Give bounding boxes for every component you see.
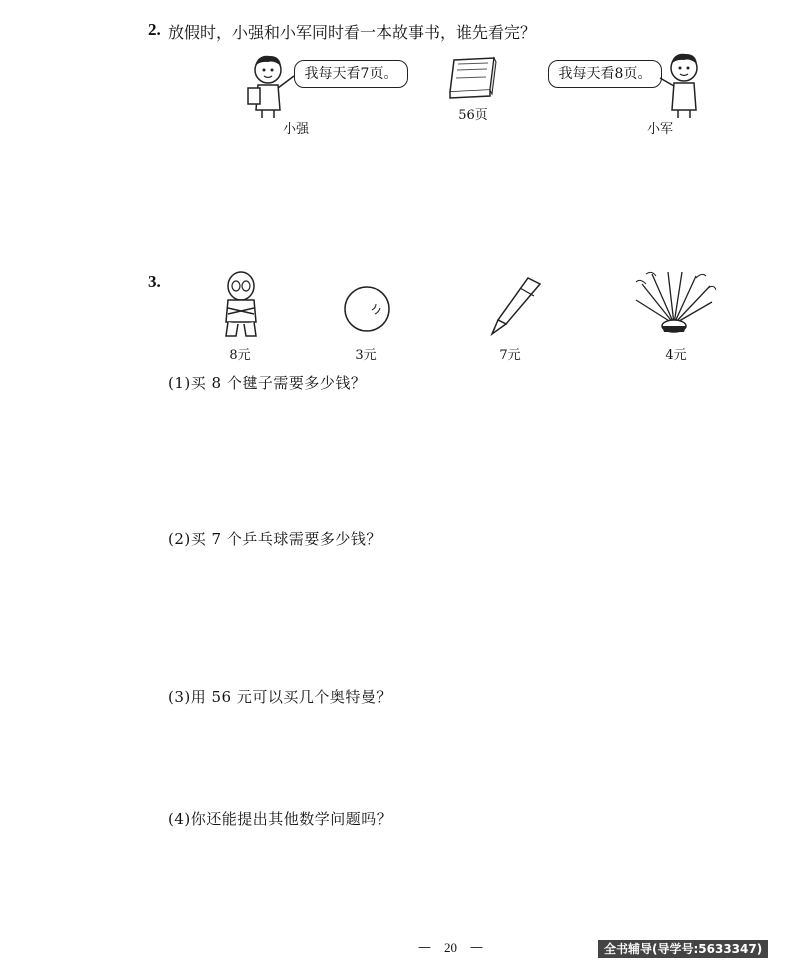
sub-question-3: (3)用 56 元可以买几个奥特曼？ — [168, 688, 392, 706]
sub-question-1: (1)买 8 个毽子需要多少钱？ — [168, 374, 367, 392]
storybook-icon — [444, 54, 500, 100]
page-number: 20 — [444, 940, 457, 955]
shuttlecock-icon — [632, 270, 716, 336]
question-2-text: 放假时，小强和小军同时看一本故事书，谁先看完？ — [168, 23, 537, 42]
question-2-number: 2. — [148, 20, 161, 39]
price-shuttlecock: 4元 — [665, 348, 687, 363]
boy-standing-icon — [652, 50, 710, 118]
price-ping-pong: 3元 — [355, 348, 377, 363]
left-boy-name: 小强 — [282, 122, 309, 137]
sub-question-2: (2)买 7 个乒乓球需要多少钱？ — [168, 530, 382, 548]
boy-reading-icon — [244, 52, 302, 118]
ping-pong-ball-icon — [342, 284, 392, 334]
footer-dash-left: — — [418, 940, 431, 955]
right-speech-bubble: 我每天看8页。 — [548, 60, 662, 88]
left-speech-bubble: 我每天看7页。 — [294, 60, 408, 88]
right-boy-name: 小军 — [646, 122, 673, 137]
pen-icon — [476, 272, 546, 338]
price-pen: 7元 — [499, 348, 521, 363]
price-ultraman: 8元 — [229, 348, 251, 363]
footer-dash-right: — — [470, 940, 483, 955]
sub-question-4: (4)你还能提出其他数学问题吗？ — [168, 810, 393, 828]
guide-badge: 全书辅导(导学号:5633347) — [598, 940, 768, 958]
question-3-number: 3. — [148, 272, 161, 291]
ultraman-toy-icon — [216, 270, 266, 340]
book-pages-label: 56页 — [458, 108, 488, 123]
